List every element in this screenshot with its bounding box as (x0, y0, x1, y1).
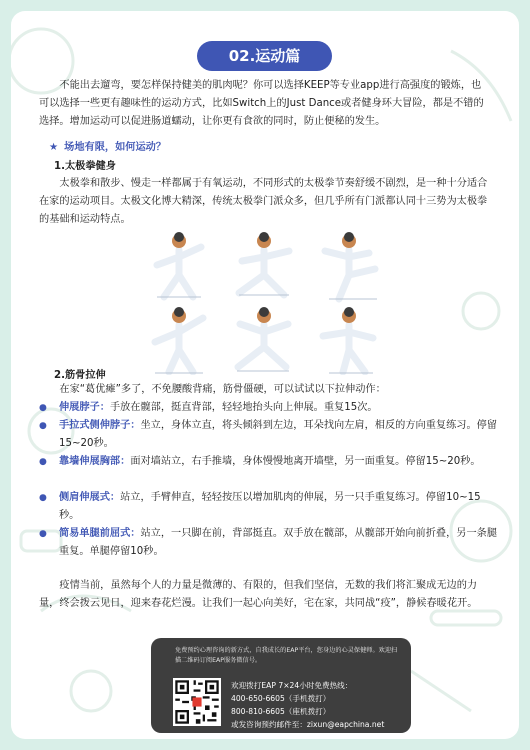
tai-chi-illustration (139, 225, 399, 375)
item-text: 坐立，身体立直，将头倾斜到左边，耳朵找向左肩，相反的方向重复练习。停留15~20秒。 (59, 420, 498, 449)
list-item (39, 489, 499, 525)
intro-paragraph: 不能出去遛弯，要怎样保持健美的肌肉呢？你可以选择KEEP等专业app进行高强度的锻炼，也可以选择一些更有趣味性的运动方式，比如Switch上的Just Dance或者健身环大冒险，都是不错的选择。增加运动可以促进肠道蠕动，让你更有食欲的同时，防止便秘的发生。 (39, 80, 484, 127)
footer-note: 免费预约心理咨询的新方式，自我成长的EAP平台，您身边的心灵保健师。欢迎扫描二维码订阅EAP服务微信号。 (175, 647, 398, 664)
list-item (39, 525, 499, 561)
footer-phone-landline[interactable]: 800-810-6605（座机拨打） (231, 707, 331, 716)
list-item (39, 399, 499, 417)
footer-email[interactable]: 或发咨询预约邮件至：zixun@eapchina.net (231, 720, 385, 729)
taichi-heading: 1.太极拳健身 (54, 161, 116, 172)
item-label: 手拉式侧伸脖子： (59, 420, 141, 431)
stretch-heading: 2.筋骨拉伸 (54, 370, 106, 381)
closing-paragraph: 疫情当前，虽然每个人的力量是微薄的、有限的，但我们坚信，无数的我们将汇聚成无边的力量，终会拨云见日，迎来春花烂漫。让我们一起心向美好，宅在家，共同战“疫”，静候春暖花开。 (39, 580, 478, 609)
item-text: 站立，一只脚在前，背部挺直。双手放在髋部，从髋部开始向前折叠，另一条腿重复。单腿停留10秒。 (59, 528, 498, 557)
taichi-paragraph: 太极拳和散步、慢走一样都属于有氧运动，不同形式的太极拳节奏舒缓不剧烈，是一种十分适合在家的运动项目。太极文化博大精深，传统太极拳门派众多，但几乎所有门派都认同十三势为太极拳的基础和运动特点。 (39, 178, 488, 225)
bullet-dot-icon: ● (39, 493, 47, 503)
item-text: 面对墙站立，右手推墙，身体慢慢地离开墙壁，另一面重复。停留15~20秒。 (130, 456, 481, 467)
bullet-dot-icon: ● (39, 403, 47, 413)
qr-code[interactable] (173, 678, 221, 726)
item-label: 侧肩伸展式： (59, 492, 121, 503)
item-text: 手放在髋部，挺直背部，轻轻地抬头向上伸展。重复15次。 (109, 402, 378, 413)
stretch-intro: 在家“葛优瘫”多了，不免腰酸背痛，筋骨僵硬，可以试试以下拉伸动作： (59, 384, 386, 395)
footer-phone-mobile[interactable]: 400-650-6605（手机拨打） (231, 694, 331, 703)
bullet-dot-icon: ● (39, 529, 47, 539)
footer-hotline: 欢迎拨打EAP 7×24小时免费热线： (231, 681, 353, 690)
list-item (39, 417, 499, 453)
question-heading (49, 138, 166, 153)
item-text: 站立，手臂伸直，轻轻按压以增加肌肉的伸展，另一只手重复练习。停留10~15秒。 (59, 492, 481, 521)
item-label: 靠墙伸展胸部： (59, 456, 131, 467)
bullet-dot-icon: ● (39, 457, 47, 467)
bullet-dot-icon: ● (39, 421, 47, 431)
star-icon: ★ (49, 142, 59, 153)
list-item (39, 453, 499, 489)
question-text: 场地有限，如何运动？ (64, 142, 167, 153)
item-label: 伸展脖子： (59, 402, 110, 413)
footer-contact-card (151, 638, 411, 733)
item-label: 简易单腿前屈式： (59, 528, 141, 539)
page (11, 11, 519, 739)
section-title: 02.运动篇 (197, 41, 332, 71)
